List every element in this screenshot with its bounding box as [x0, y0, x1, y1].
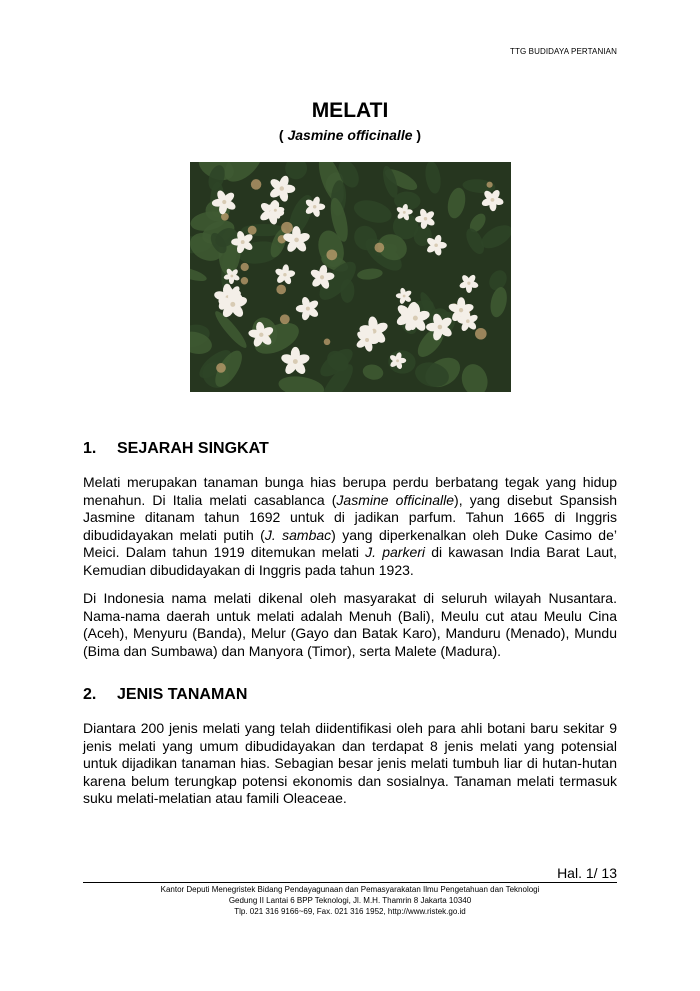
section-title-2: JENIS TANAMAN: [117, 686, 248, 703]
jasmine-flower: [296, 296, 320, 321]
flower-bud: [251, 179, 261, 189]
document-header-tag: TTG BUDIDAYA PERTANIAN: [510, 47, 617, 56]
section-number-1: 1.: [83, 440, 97, 457]
scientific-name: Jasmine officinalle: [336, 491, 455, 508]
footer-line-3: Tlp. 021 316 9166~69, Fax. 021 316 1952, http://www.ristek.go.id: [234, 907, 466, 916]
document-title: MELATI: [311, 99, 389, 122]
page-number: Hal. 1/ 13: [557, 865, 617, 881]
flower-bud: [276, 285, 286, 295]
flower-bud: [241, 277, 248, 284]
leaf-shape: [488, 286, 509, 319]
flower-bud: [324, 339, 331, 346]
leaf-shape: [277, 373, 326, 392]
leaf-shape: [458, 361, 491, 392]
flower-bud: [241, 263, 249, 271]
jasmine-flower: [268, 174, 295, 202]
leaf-shape: [361, 363, 384, 382]
footer-line-2: Gedung II Lantai 6 BPP Teknologi, Jl. M.H. Thamrin 8 Jakarta 10340: [228, 896, 472, 905]
jasmine-flower: [280, 347, 311, 376]
subtitle-close: ): [412, 127, 422, 143]
section-heading-1: [83, 440, 269, 458]
jasmine-flower: [274, 264, 296, 285]
flower-bud: [216, 363, 226, 373]
section-title-1: SEJARAH SINGKAT: [117, 440, 269, 457]
flower-bud: [374, 243, 384, 253]
text-run: Melati merupakan tanaman bunga hias berupa perdu berbatang tegak yang hidup menahun. Di Italia melati casablanca (: [83, 474, 617, 508]
flower-bud: [281, 222, 293, 234]
section-1-paragraph-2: Di Indonesia nama melati dikenal oleh masyarakat di seluruh wilayah Nusantara. Nama-nama daerah untuk melati adalah Menuh (Bali), Meulu cut atau Meulu Cina (Aceh), Menyuru (Banda), Melur (Gayo dan Batak Karo), Manduru (Menado), Mundu (Bima dan Sumbawa) dan Manyora (Timor), serta Malete (Madura).: [83, 590, 617, 659]
flower-bud: [475, 328, 487, 340]
section-1-paragraph-1: [83, 474, 617, 580]
text-run: ) yang diperkenalkan oleh Duke Casimo de’ Meici. Dalam tahun 1919 ditemukan melati: [83, 526, 617, 561]
leaf-shape: [357, 267, 384, 280]
leaf-shape: [445, 186, 468, 220]
section-heading-2: [83, 686, 247, 704]
subtitle-scientific-name: Jasmine officinalle: [287, 127, 413, 143]
jasmine-flower: [396, 287, 413, 304]
leaf-shape: [423, 162, 442, 195]
scientific-name: J. sambac: [264, 526, 332, 543]
scientific-name: J. parkeri: [365, 544, 426, 561]
text-run: di kawasan India Barat Laut, Kemudian dibudidayakan di Inggris pada tahun 1923.: [83, 544, 618, 578]
jasmine-flower: [459, 274, 479, 294]
text-run: ), yang disebut Spansish Jasmine ditanam tahun 1692 untuk di jadikan parfum. Tahun 1665 di Inggris dibudidayakan melati putih (: [83, 491, 617, 543]
footer-line-1: Kantor Deputi Menegristek Bidang Pendayagunaan dan Pemasyarakatan Ilmu Pengetahuan dan Teknologi: [160, 885, 540, 894]
jasmine-photo-illustration: [190, 162, 511, 392]
leaf-shape: [351, 196, 394, 226]
leaf-shape: [190, 264, 208, 284]
flower-bud: [280, 314, 290, 324]
jasmine-flower-photo: [190, 162, 511, 392]
section-2-paragraph-1: Diantara 200 jenis melati yang telah diidentifikasi oleh para ahli botani baru sekitar 9 jenis melati yang umum dibudidayakan dan terdapat 8 jenis melati yang potensial untuk dijadikan tanaman hias. Sebagian besar jenis melati tumbuh liar di hutan-hutan karena belum terungkap potensi ekonomis dan sosialnya. Tanaman melati termasuk suku melati-melatian atau famili Oleaceae.: [83, 720, 617, 807]
flower-bud: [487, 182, 493, 188]
flower-bud: [248, 226, 257, 235]
document-subtitle: [0, 127, 700, 143]
subtitle-open: (: [278, 127, 288, 143]
flower-bud: [326, 249, 337, 260]
footer-divider: [83, 882, 617, 883]
section-number-2: 2.: [83, 686, 97, 703]
